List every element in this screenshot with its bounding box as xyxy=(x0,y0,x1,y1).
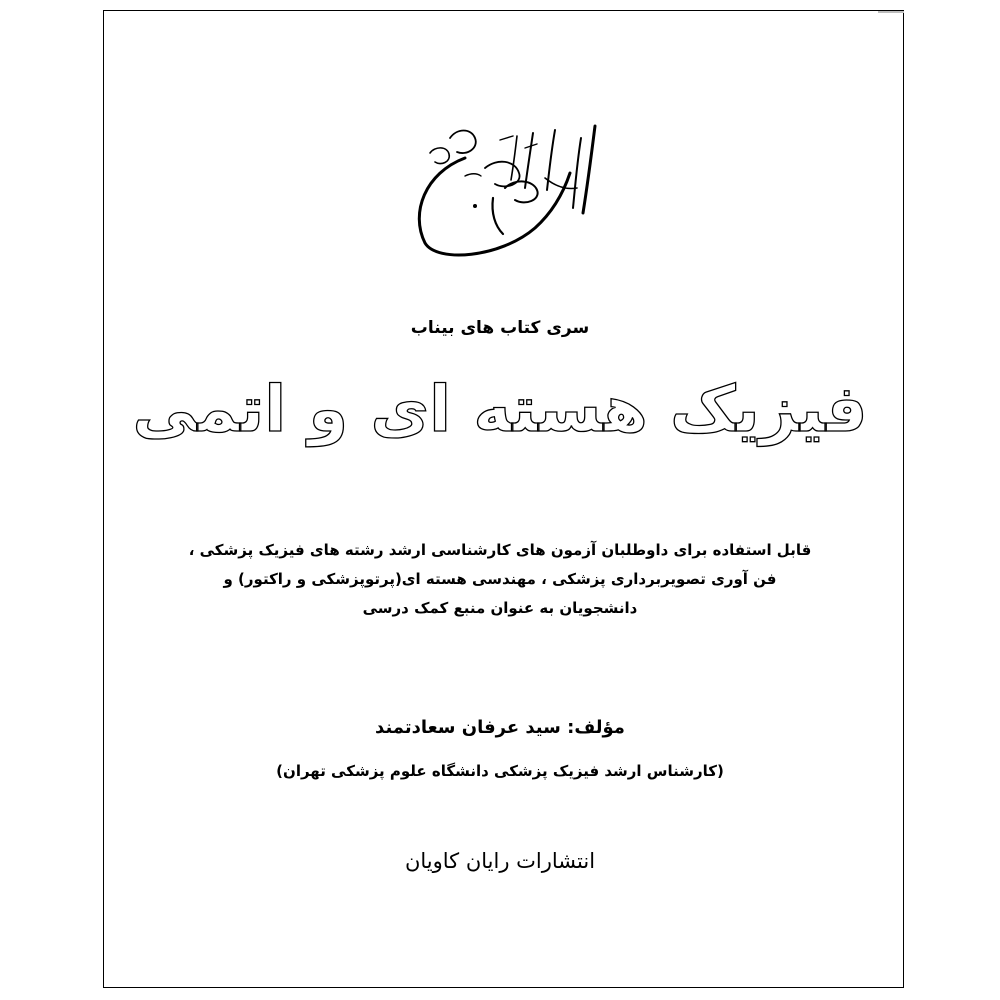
corner-mark xyxy=(878,11,904,13)
description-line: قابل استفاده برای داوطلبان آزمون های کارشناسی ارشد رشته های فیزیک پزشکی ، xyxy=(188,541,812,559)
description-line: فن آوری تصویربرداری پزشکی ، مهندسی هسته ای(پرتوپزشکی و راکتور) و xyxy=(223,570,777,588)
description-line: دانشجویان به عنوان منبع کمک درسی xyxy=(362,599,638,617)
book-description xyxy=(0,536,1000,623)
basmala-calligraphy xyxy=(405,118,600,263)
book-series-label: سری کتاب های بیناب xyxy=(410,318,590,338)
publisher-name: انتشارات رایان کاویان xyxy=(404,849,596,873)
book-title: فیزیک هسته ای و اتمی xyxy=(132,373,868,447)
author-name: مؤلف: سید عرفان سعادتمند xyxy=(375,717,625,738)
author-affiliation: (کارشناس ارشد فیزیک پزشکی دانشگاه علوم پزشکی تهران) xyxy=(276,762,724,780)
